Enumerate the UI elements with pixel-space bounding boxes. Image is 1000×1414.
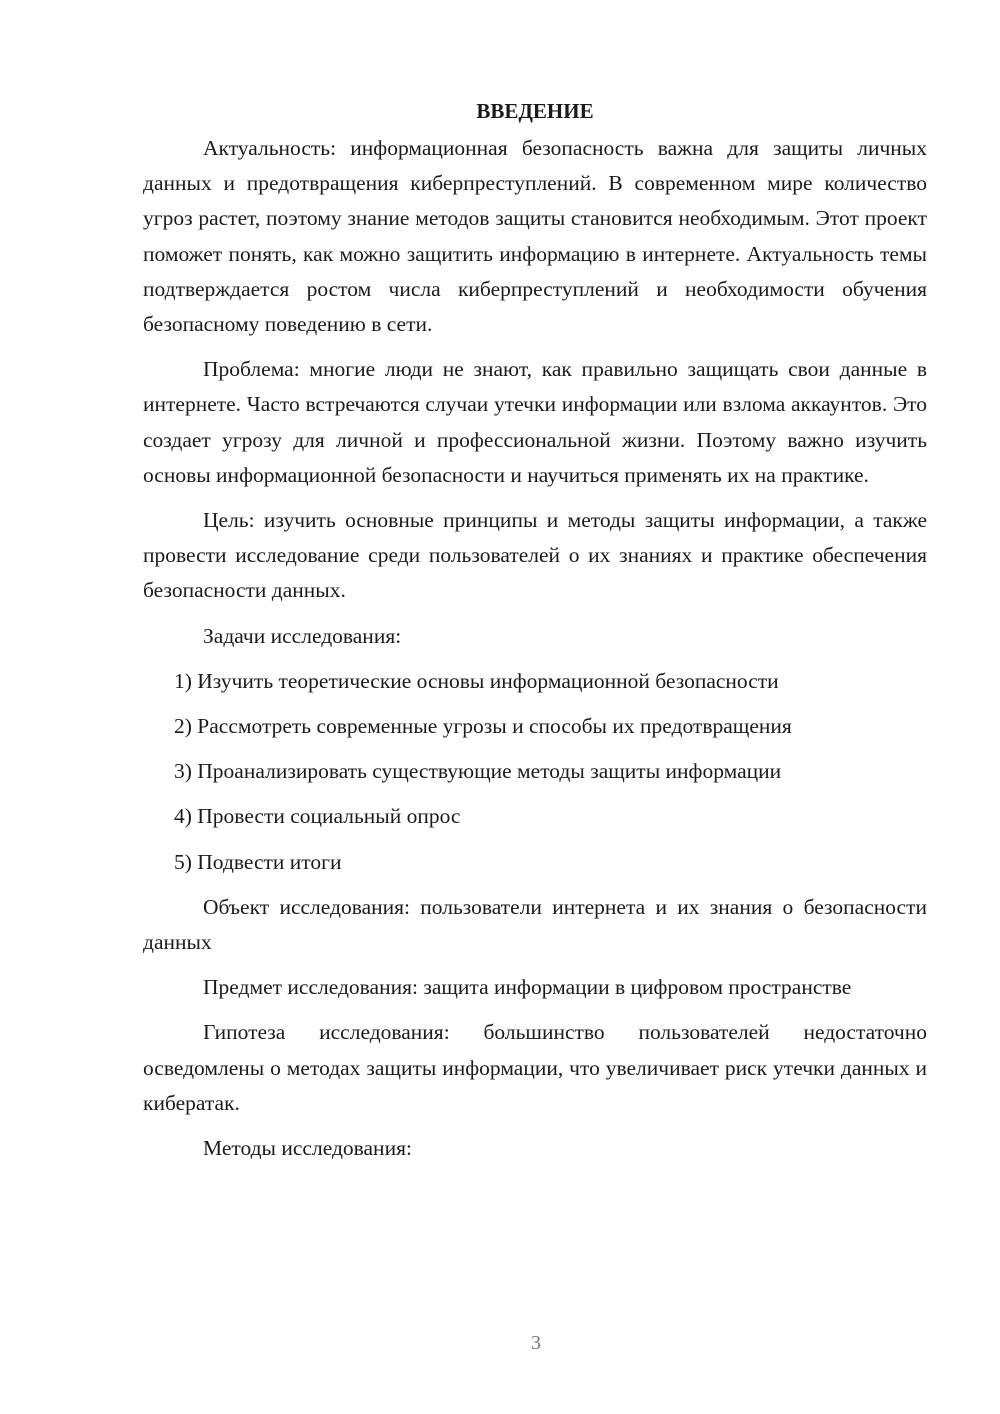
goal-paragraph: Цель: изучить основные принципы и методы защиты информации, а также провести исследование среди пользователей о их знаниях и практике обеспечения безопасности данных. bbox=[143, 508, 927, 603]
object-paragraph: Объект исследования: пользователи интернета и их знания о безопасности данных bbox=[143, 894, 927, 955]
section-heading: ВВЕДЕНИЕ bbox=[476, 99, 594, 123]
relevance-paragraph: Актуальность: информационная безопасность важна для защиты личных данных и предотвращения киберпреступлений. В современном мире количество угроз растет, поэтому знание методов защиты становится необходимым. Этот проект поможет понять, как можно защитить информацию в интернете. Актуальность темы подтверждается ростом числа киберпреступлений и необходимости обучения безопасному поведению в сети. bbox=[143, 136, 927, 337]
task-item: 2) Рассмотреть современные угрозы и способы их предотвращения bbox=[174, 714, 792, 739]
task-item: 3) Проанализировать существующие методы защиты информации bbox=[174, 759, 782, 784]
tasks-title: Задачи исследования: bbox=[203, 623, 402, 648]
tasks-list bbox=[143, 664, 927, 880]
task-item: 4) Провести социальный опрос bbox=[174, 804, 461, 829]
subject-paragraph: Предмет исследования: защита информации в цифровом пространстве bbox=[203, 975, 852, 1000]
methods-title: Методы исследования: bbox=[203, 1136, 412, 1161]
hypothesis-paragraph: Гипотеза исследования: большинство пользователей недостаточно осведомлены о методах защиты информации, что увеличивает риск утечки данных и кибератак. bbox=[143, 1020, 927, 1115]
task-item: 5) Подвести итоги bbox=[174, 849, 342, 874]
task-item: 1) Изучить теоретические основы информационной безопасности bbox=[174, 668, 779, 693]
document-page bbox=[143, 96, 927, 1176]
page-number: 3 bbox=[531, 1332, 541, 1354]
problem-paragraph: Проблема: многие люди не знают, как правильно защищать свои данные в интернете. Часто встречаются случаи утечки информации или взлома аккаунтов. Это создает угрозу для личной и профессиональной жизни. Поэтому важно изучить основы информационной безопасности и научиться применять их на практике. bbox=[143, 357, 927, 487]
